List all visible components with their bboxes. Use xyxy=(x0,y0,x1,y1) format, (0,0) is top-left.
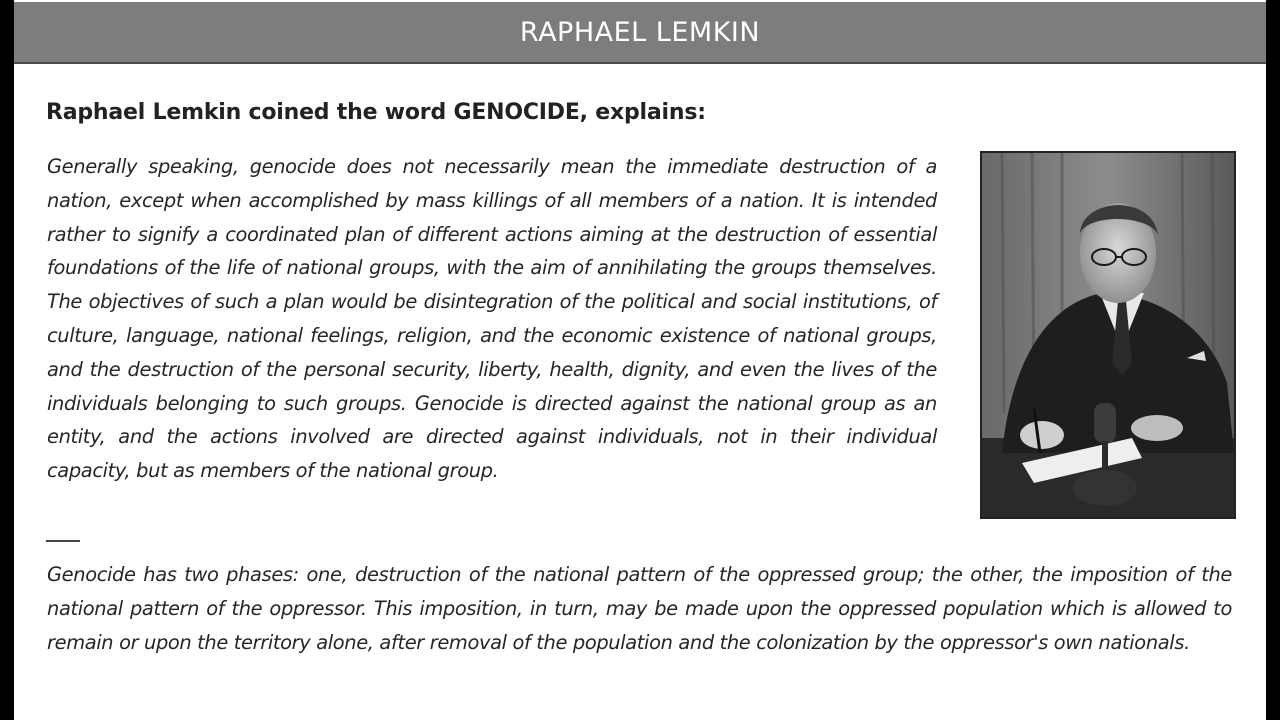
page-title: RAPHAEL LEMKIN xyxy=(519,16,761,48)
portrait-illustration xyxy=(982,153,1234,517)
title-bar xyxy=(14,2,1266,64)
section-heading: Raphael Lemkin coined the word GENOCIDE, explains: xyxy=(46,100,706,125)
quote-secondary: Genocide has two phases: one, destruction of the national pattern of the oppressed group; the other, the imposition of the national pattern of the oppressor. This imposition, in turn, may be made upon the oppressed population which is allowed to remain or upon the territory alone, after removal of the population and the colonization by the oppressor's own nationals. xyxy=(47,563,1232,654)
quote-primary: Generally speaking, genocide does not necessarily mean the immediate destruction of a nation, except when accomplished by mass killings of all members of a nation. It is intended rather to signify a coordinated plan of different actions aiming at the destruction of essential foundations of the life of national groups, with the aim of annihilating the groups themselves. The objectives of such a plan would be disintegration of the political and social institutions, of culture, language, national feelings, religion, and the economic existence of national groups, and the destruction of the personal security, liberty, health, dignity, and even the lives of the individuals belonging to such groups. Genocide is directed against the national group as an entity, and the actions involved are directed against individuals, not in their individual capacity, but as members of the national group. xyxy=(47,155,937,483)
section-divider xyxy=(46,540,80,542)
page-frame xyxy=(14,0,1266,720)
portrait-photo xyxy=(980,151,1236,519)
